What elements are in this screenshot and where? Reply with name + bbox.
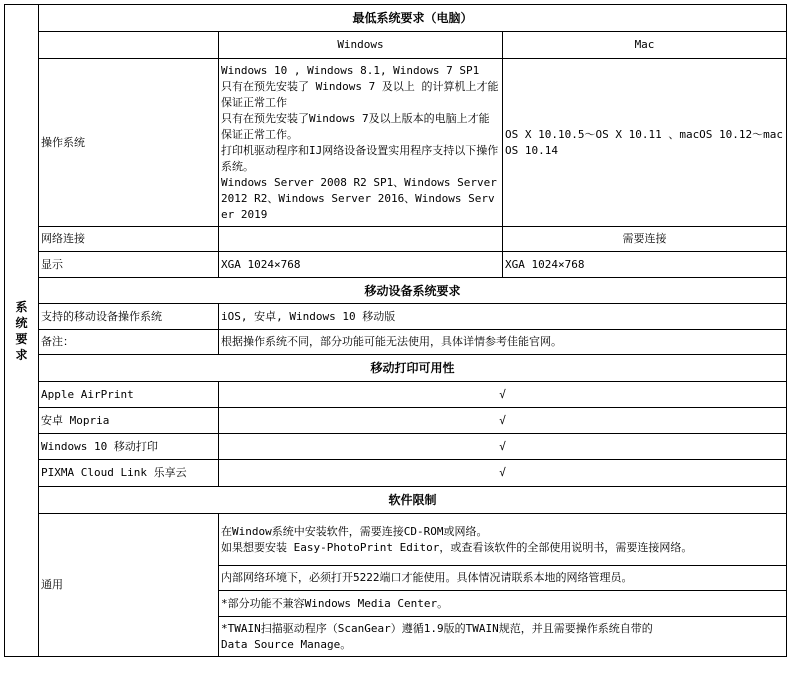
- mobile-os-value: iOS, 安卓, Windows 10 移动版: [219, 304, 787, 330]
- mac-column-header: Mac: [503, 32, 787, 59]
- system-requirements-table: [4, 4, 787, 657]
- display-windows-cell: XGA 1024×768: [219, 252, 503, 278]
- mobile-print-item: Windows 10 移动打印: [39, 434, 219, 460]
- os-windows-cell: [219, 59, 503, 227]
- os-windows-line: Windows Server 2008 R2 SP1、Windows Server 2012 R2、Windows Server 2016、Windows Server 2019: [221, 175, 497, 221]
- os-label: 操作系统: [39, 59, 219, 227]
- mobile-note-value: 根据操作系统不同，部分功能可能无法使用，具体详情参考佳能官网。: [219, 330, 787, 355]
- software-install-line: 如果想要安装 Easy-PhotoPrint Editor，或查看该软件的全部使用说明书，需要连接网络。: [221, 540, 693, 554]
- software-twain-line: Data Source Manage。: [221, 637, 352, 651]
- software-install-line: 在Window系统中安装软件，需要连接CD-ROM或网络。: [221, 524, 488, 538]
- network-windows-cell: [219, 227, 503, 252]
- mobile-print-item: Apple AirPrint: [39, 382, 219, 408]
- os-mac-cell: OS X 10.10.5～OS X 10.11 、macOS 10.12～macOS 10.14: [503, 59, 787, 227]
- side-label: 系统要求: [5, 5, 39, 657]
- display-mac-cell: XGA 1024×768: [503, 252, 787, 278]
- check-icon: √: [219, 460, 787, 487]
- mobile-requirements-title: 移动设备系统要求: [39, 278, 787, 304]
- software-general-label: 通用: [39, 514, 219, 657]
- os-windows-line: 只有在预先安装了 Windows 7 及以上 的计算机上才能保证正常工作: [221, 79, 499, 109]
- pc-requirements-title: 最低系统要求（电脑）: [39, 5, 787, 32]
- check-icon: √: [219, 408, 787, 434]
- check-icon: √: [219, 382, 787, 408]
- software-twain-note: [219, 617, 787, 657]
- network-mac-cell: 需要连接: [503, 227, 787, 252]
- mobile-print-item: PIXMA Cloud Link 乐享云: [39, 460, 219, 487]
- header-empty-cell: [39, 32, 219, 59]
- software-limits-title: 软件限制: [39, 487, 787, 514]
- software-port-note: 内部网络环境下，必须打开5222端口才能使用。具体情况请联系本地的网络管理员。: [219, 566, 787, 591]
- windows-column-header: Windows: [219, 32, 503, 59]
- os-windows-line: Windows 10 , Windows 8.1, Windows 7 SP1: [221, 63, 480, 77]
- mobile-print-title: 移动打印可用性: [39, 355, 787, 382]
- mobile-note-label: 备注：: [39, 330, 219, 355]
- software-twain-line: *TWAIN扫描驱动程序（ScanGear）遵循1.9版的TWAIN规范，并且需要操作系统自带的: [221, 621, 653, 635]
- mobile-os-label: 支持的移动设备操作系统: [39, 304, 219, 330]
- check-icon: √: [219, 434, 787, 460]
- os-windows-line: 打印机驱动程序和IJ网络设备设置实用程序支持以下操作系统。: [221, 143, 499, 173]
- network-label: 网络连接: [39, 227, 219, 252]
- mobile-print-item: 安卓 Mopria: [39, 408, 219, 434]
- software-install-note: [219, 514, 787, 566]
- display-label: 显示: [39, 252, 219, 278]
- os-windows-line: 只有在预先安装了Windows 7及以上版本的电脑上才能保证正常工作。: [221, 111, 490, 141]
- software-media-center-note: *部分功能不兼容Windows Media Center。: [219, 591, 787, 617]
